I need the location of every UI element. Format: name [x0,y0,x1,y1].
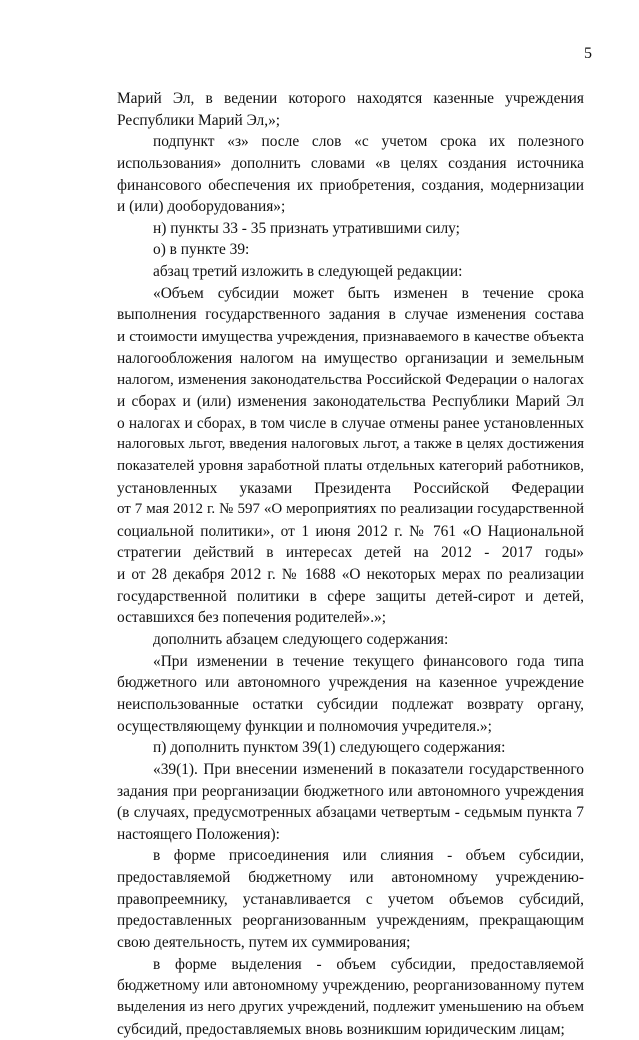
text-line: «Объем субсидии может быть изменен в течение срока [153,284,584,302]
text-line: свою деятельность, путем их суммирования; [117,933,411,951]
text-line: установленных указами Президента Российской Федерации [117,479,584,497]
text-line: в форме присоединения или слияния - объем субсидии, [153,847,584,865]
text-line: о налогах и сборах, в том числе в случае отмены ранее установленных [117,414,584,432]
text-line: выполнения государственного задания в случае изменения состава [117,306,584,324]
text-line: настоящего Положения): [117,825,280,843]
text-line: налоговых льгот, введения налоговых льгот, а также в целях достижения [117,436,584,453]
text-line: налогообложения налогом на имущество организации и земельным [117,349,584,367]
text-line: показателей уровня заработной платы отдельных категорий работников, [117,457,584,474]
text-line: о) в пункте 39: [153,241,250,259]
text-line: налогом, изменения законодательства Российской Федерации о налогах [117,371,584,389]
text-line: социальной политики», от 1 июня 2012 г. № 761 «О Национальной [117,522,584,540]
text-line: «39(1). При внесении изменений в показатели государственного [153,760,584,778]
text-line: бюджетного или автономного учреждения на казенное учреждение [117,674,584,692]
text-line: неиспользованные остатки субсидии подлежат возврату органу, [117,695,584,713]
text-line: предоставляемой бюджетному или автономному учреждению- [117,869,584,887]
text-line: п) дополнить пунктом 39(1) следующего содержания: [153,739,506,757]
text-line: бюджетному или автономному учреждению, реорганизованному путем [117,977,584,995]
text-line: «При изменении в течение текущего финансового года типа [153,652,584,670]
text-line: подпункт «з» после слов «с учетом срока их полезного [153,133,584,151]
page-number: 5 [584,45,592,62]
text-line: и стоимости имущества учреждения, признаваемого в качестве объекта [117,328,584,346]
text-line: предоставленных реорганизованным учреждениям, прекращающим [117,912,584,930]
document-body [117,88,584,1040]
text-line: и сборах и (или) изменения законодательства Республики Марий Эл [117,392,584,410]
text-line: и от 28 декабря 2012 г. № 1688 «О некоторых мерах по реализации [117,566,584,584]
text-line: в форме выделения - объем субсидии, предоставляемой [153,955,584,973]
text-line: Марий Эл, в ведении которого находятся казенные учреждения [117,90,584,107]
text-line: н) пункты 33 - 35 признать утратившими силу; [153,219,460,237]
text-line: и (или) дооборудования»; [117,198,286,216]
text-line: осуществляющему функции и полномочия учредителя.»; [117,717,492,735]
text-line: абзац третий изложить в следующей редакции: [153,263,463,281]
text-line: от 7 мая 2012 г. № 597 «О мероприятиях по реализации государственной [117,501,584,518]
text-line: (в случаях, предусмотренных абзацами четвертым - седьмым пункта 7 [117,804,584,822]
text-line: оставшихся без попечения родителей».»; [117,609,387,627]
text-line: стратегии действий в интересах детей на 2012 - 2017 годы» [117,544,584,562]
text-line: финансового обеспечения их приобретения, создания, модернизации [117,176,584,194]
text-line: выделения из него других учреждений, подлежит уменьшению на объем [117,998,584,1015]
text-line: государственной политики в сфере защиты детей-сирот и детей, [117,587,584,605]
text-line: использования» дополнить словами «в целях создания источника [117,154,584,172]
text-line: субсидий, предоставляемых вновь возникшим юридическим лицам; [117,1020,565,1038]
text-line: правопреемнику, устанавливается с учетом объемов субсидий, [117,890,584,908]
text-line: Республики Марий Эл,»; [117,111,281,129]
text-line: дополнить абзацем следующего содержания: [153,631,449,649]
text-line: задания при реорганизации бюджетного или автономного учреждения [117,782,584,800]
